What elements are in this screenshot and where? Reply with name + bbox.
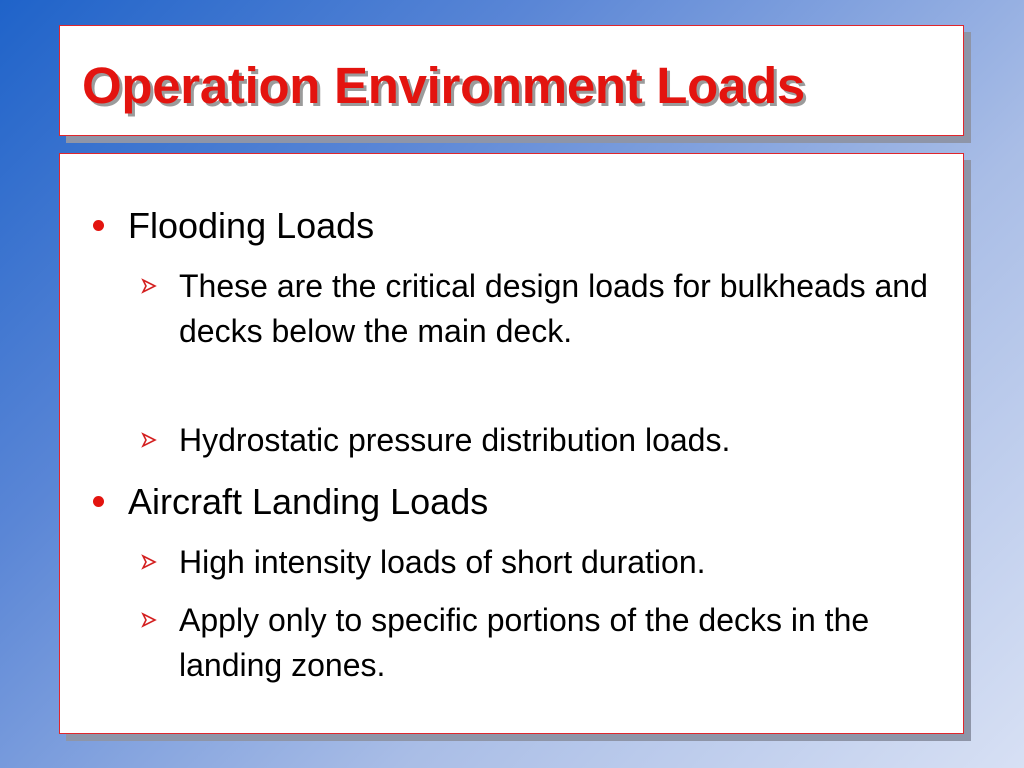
arrowhead-bullet-icon [141, 612, 157, 628]
sub-bullet-text: High intensity loads of short duration. [179, 544, 706, 580]
sub-bullet-text: Hydrostatic pressure distribution loads. [179, 422, 731, 458]
arrowhead-bullet-icon [141, 432, 157, 448]
bullet-text: Flooding Loads [128, 205, 375, 246]
arrowhead-bullet-icon [141, 278, 157, 294]
slide-title: Operation Environment Loads [82, 57, 805, 114]
red-dot-bullet-icon [93, 496, 104, 507]
title-panel [59, 25, 964, 136]
sub-bullet-apply-specific-portions [141, 598, 931, 688]
content-panel [59, 153, 964, 734]
sub-bullet-text: Apply only to specific portions of the decks in the landing zones. [179, 602, 870, 683]
sub-bullet-critical-design-loads [141, 264, 931, 354]
sub-bullet-text: These are the critical design loads for bulkheads and decks below the main deck. [179, 268, 928, 349]
red-dot-bullet-icon [93, 220, 104, 231]
sub-bullet-high-intensity [141, 540, 931, 585]
bullet-text: Aircraft Landing Loads [128, 481, 489, 522]
arrowhead-bullet-icon [141, 554, 157, 570]
sub-bullet-hydrostatic-pressure [141, 418, 931, 463]
